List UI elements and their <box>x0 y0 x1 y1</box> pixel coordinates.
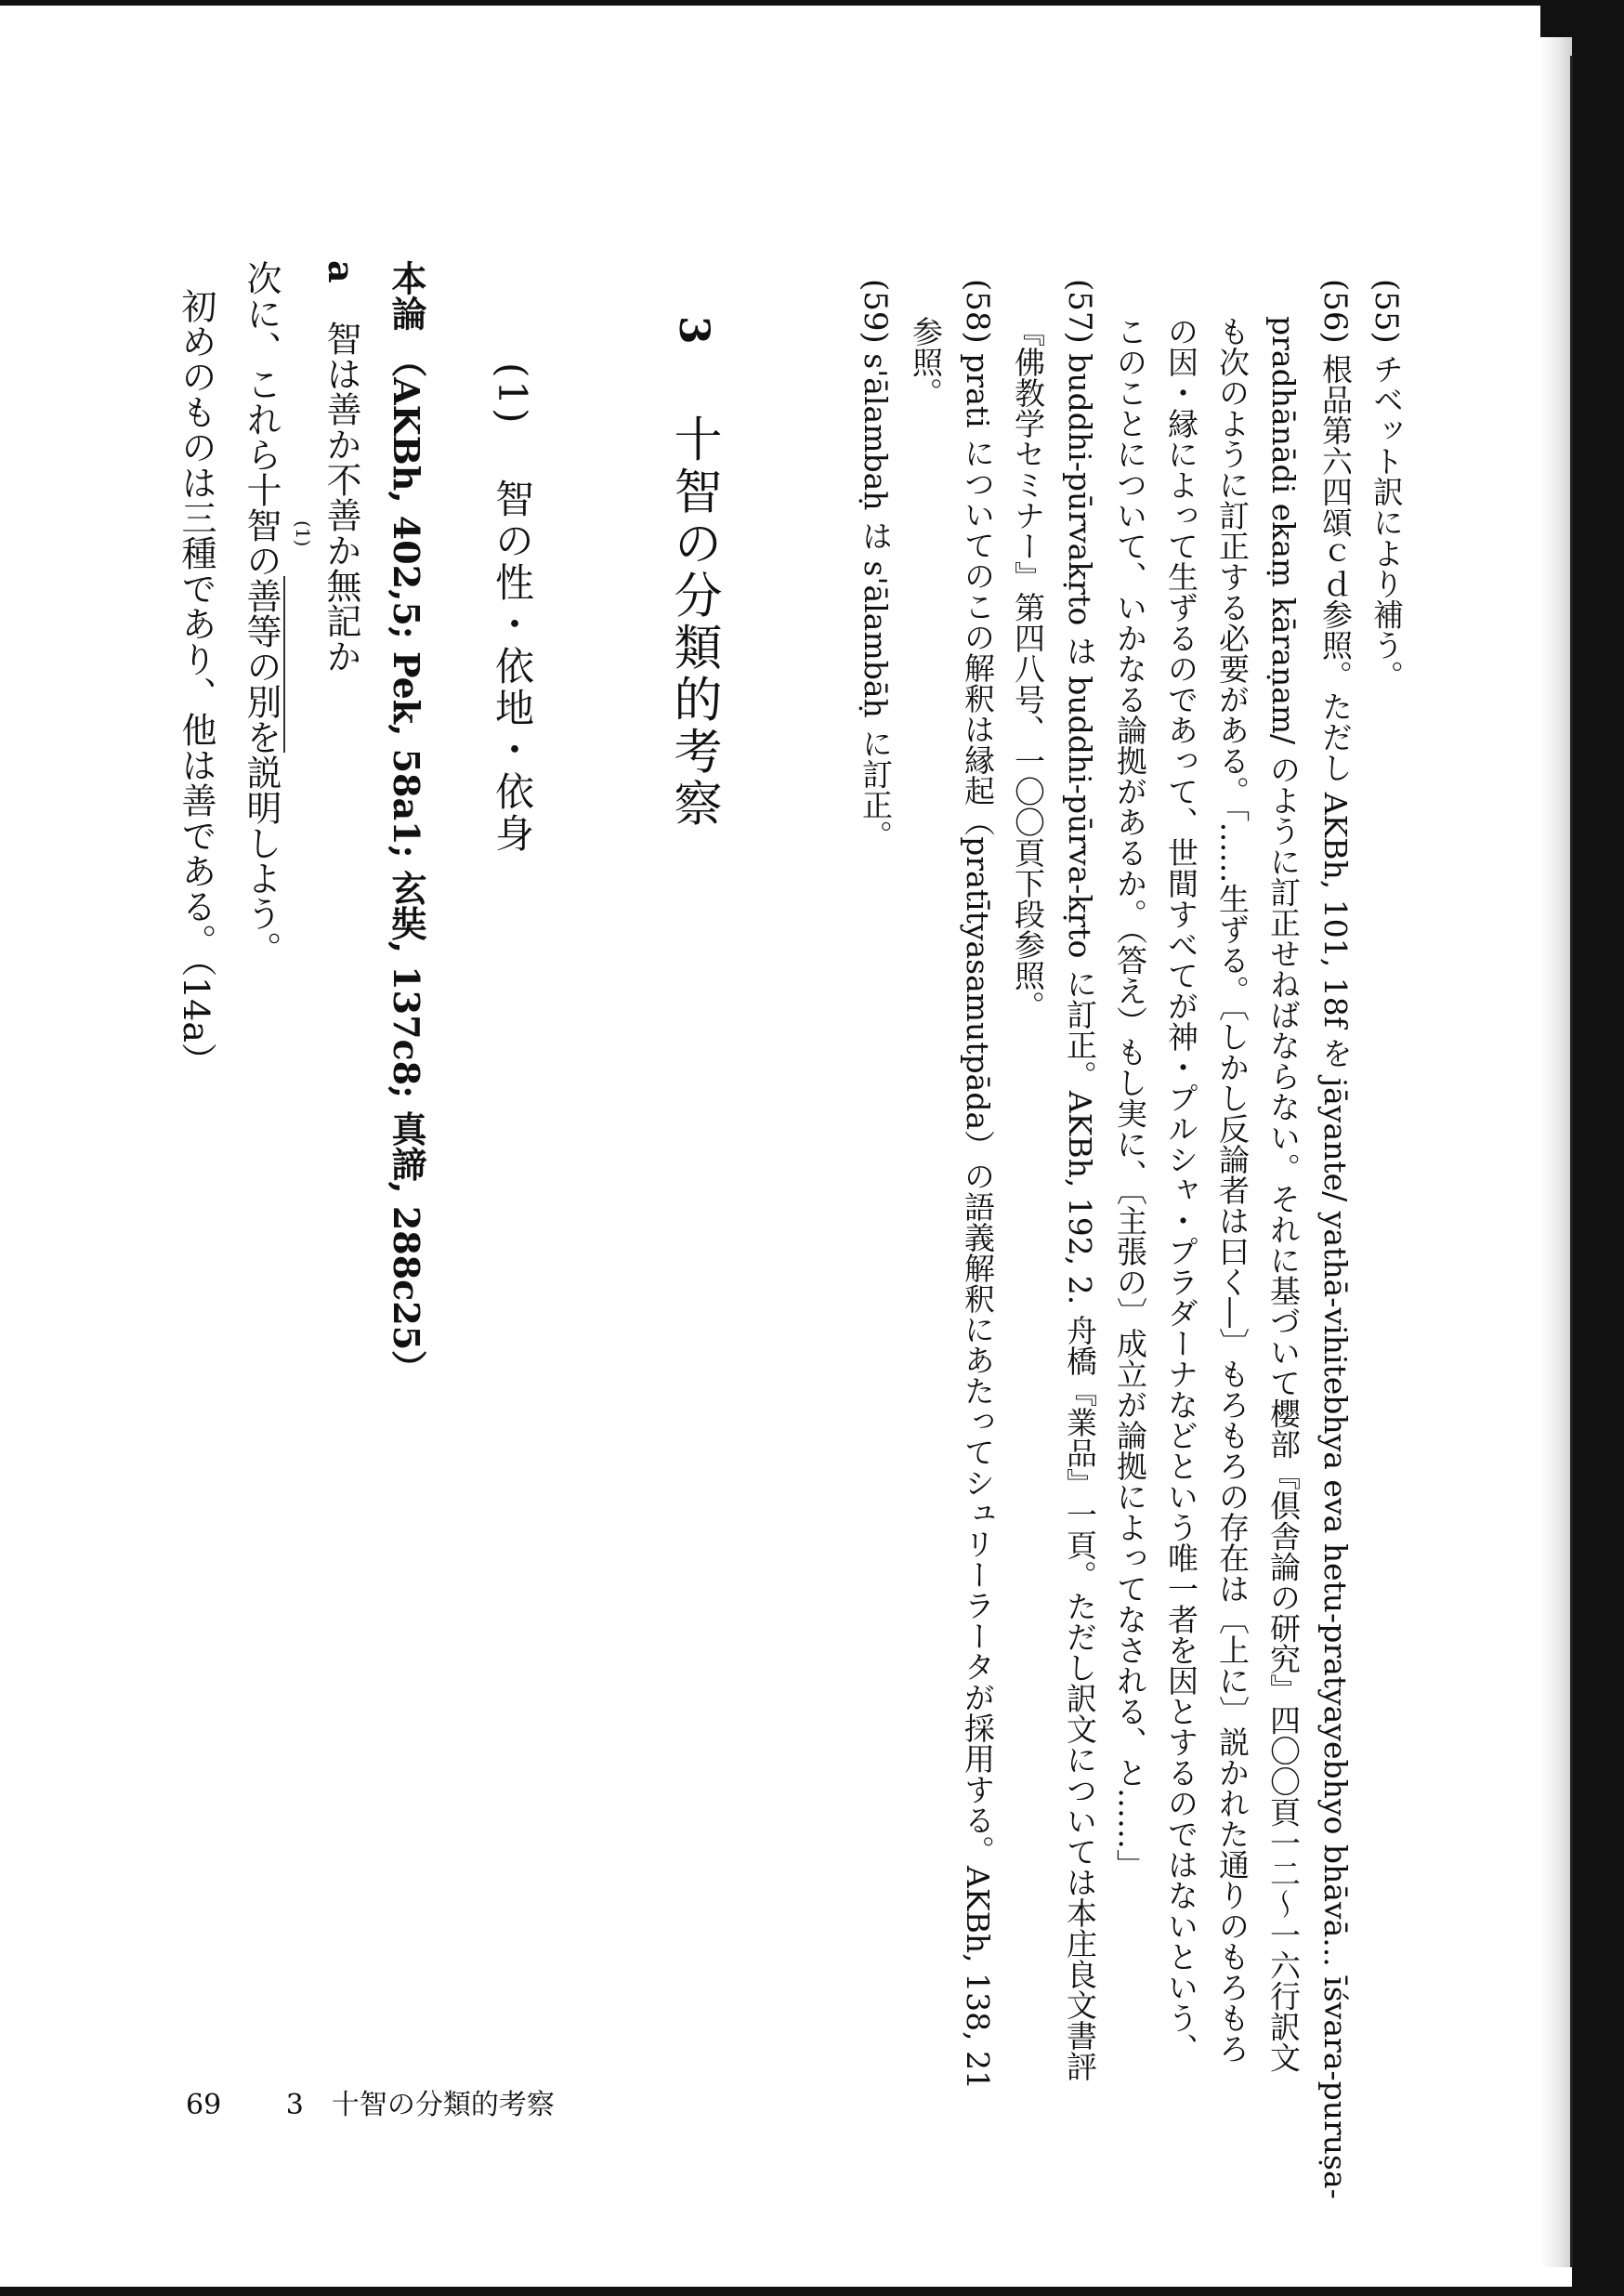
footnote-label: (56) <box>1316 279 1354 344</box>
honron-label: 本論 <box>386 260 427 331</box>
scan-top-edge <box>0 0 1624 6</box>
footnote-58-line-2 <box>908 316 944 2081</box>
honron-line <box>386 260 427 1386</box>
item-title: 智は善か不善か無記か <box>321 320 361 674</box>
footnote-56-line-5 <box>1112 316 1148 2081</box>
footnote-line: prati についてのこの解釈は縁起（pratītyasamutpāda）の語義解釈にあたってシュリーラータが採用する。AKBh, 138, 21 <box>960 353 996 2091</box>
footnote-57-line-2 <box>1010 316 1046 2081</box>
page-edge-line <box>1570 56 1573 2267</box>
section-heading <box>665 316 721 836</box>
running-head: 3 十智の分類的考察 <box>285 2089 555 2121</box>
ruby-note-mark: (1) <box>292 520 314 547</box>
body-paragraph-1: 次に、これら十智の善等の別を説明しよう。 <box>241 260 282 966</box>
item-heading <box>321 260 362 1375</box>
footnote-55 <box>1368 279 1405 2044</box>
footnote-line: も次のように訂正する必要がある。「……生ずる。〔しかし反論者は曰く―〕もろもろの存在は〔上に〕説かれた通りのもろもろ <box>1214 316 1251 2064</box>
section-title: 十智の分類的考察 <box>665 413 721 831</box>
section-number: 3 <box>670 316 717 348</box>
item-label: a <box>321 260 362 283</box>
scan-right-edge <box>1572 0 1624 2296</box>
honron-reference: （AKBh, 402,5; Pek, 58a1; 玄奘, 137c8; 真諦, 288c25） <box>386 342 427 1386</box>
footnote-56-line-2 <box>1265 316 1302 2081</box>
footnote-56-line-3 <box>1214 316 1251 2081</box>
page-binding-curve <box>1540 37 1572 2267</box>
subsection-number: (1) <box>490 362 535 426</box>
underline-mark <box>283 576 285 753</box>
page-footer <box>186 2081 555 2128</box>
footnote-line: チベット訳により補う。 <box>1369 353 1405 691</box>
subsection-heading <box>490 362 535 883</box>
footnote-line: buddhi-pūrvakṛto は buddhi-pūrva-kṛto に訂正。AKBh, 192, 2. 舟橋『業品』一頁。ただし訳文については本庄良文書評 <box>1062 353 1098 2081</box>
scan-bottom-edge <box>0 2287 1624 2296</box>
footnote-label: (55) <box>1368 279 1405 344</box>
subsection-title: 智の性・依地・依身 <box>490 479 535 856</box>
footnote-line: pradhānādi ekaṃ kāraṇam/ のように訂正せねばならない。それに基づいて櫻部『倶舎論の研究』四〇〇頁一二～一六行訳文 <box>1265 316 1302 2073</box>
footnote-line: 根品第六四頌ｃｄ参照。ただし AKBh, 101, 18f を jāyante/ yathā-vihitebhya eva hetu-pratyayebhyo bhāvā... īśvara-puruṣa- <box>1317 353 1354 2199</box>
footnote-line: このことについて、いかなる論拠があるか。（答え）もし実に、〔主張の〕成立が論拠によってなされる、と……」 <box>1112 316 1148 1880</box>
footnote-line: 『佛教学セミナー』第四八号、一〇〇頁下段参照。 <box>1010 316 1046 1021</box>
body-paragraph-2: 初めのものは三種であり、他は善である。（14a） <box>176 288 216 1079</box>
footnote-line: 参照。 <box>908 316 944 408</box>
footnote-58-line-1 <box>959 279 996 2091</box>
footnote-59 <box>857 279 894 2044</box>
footnote-label: (58) <box>959 279 996 344</box>
footnote-label: (59) <box>857 279 894 344</box>
footnote-label: (57) <box>1061 279 1098 344</box>
footnote-57-line-1 <box>1061 279 1098 2081</box>
footnote-line: s'ālambaḥ は s'ālambāḥ に訂正。 <box>858 353 894 851</box>
page-number: 69 <box>186 2089 222 2121</box>
footnote-56-line-4 <box>1163 316 1199 2081</box>
footnote-line: の因・縁によって生ずるのであって、世間すべてが神・プルシャ・プラダーナなどという唯一者を因とするのではないという、 <box>1163 316 1199 2064</box>
footnote-56-line-1 <box>1316 279 1354 2199</box>
